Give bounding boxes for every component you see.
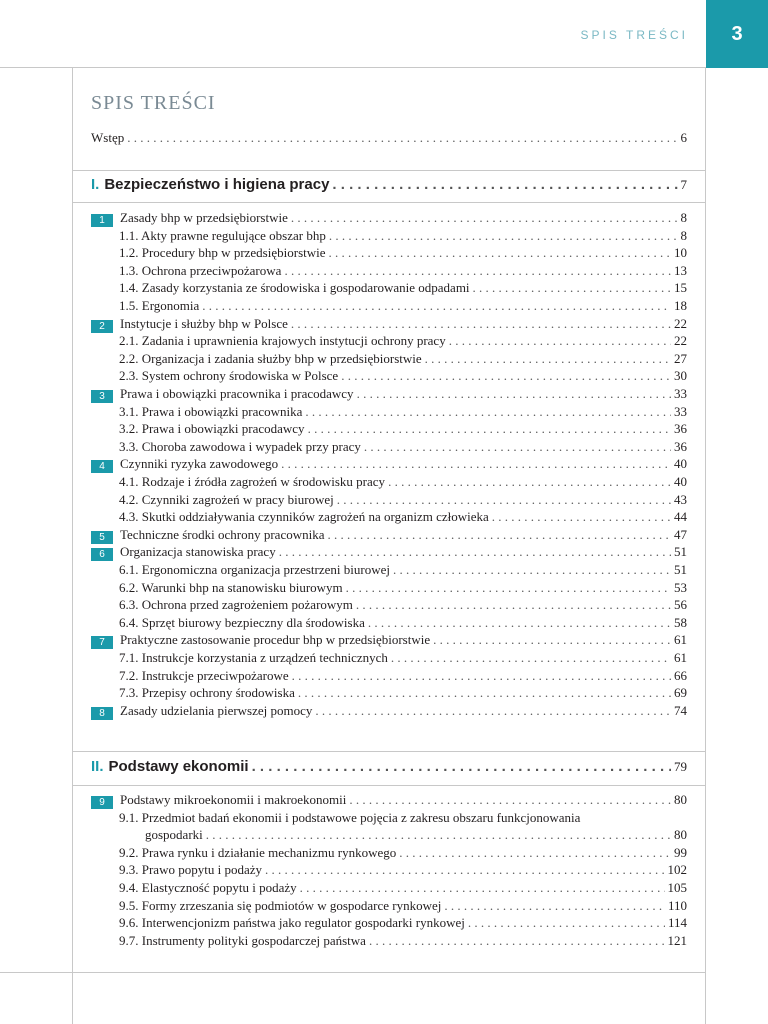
entry-title [119, 915, 465, 931]
entry-label: 2.2. Organizacja i zadania służby bhp w przedsiębiorstwie [119, 350, 422, 366]
dot-leader [329, 245, 671, 261]
entry-label: 9.4. Elastyczność popytu i podaży [119, 880, 297, 895]
page-ref: 79 [674, 759, 687, 774]
section-entry[interactable] [119, 880, 687, 896]
page-ref: 74 [674, 702, 687, 718]
entry-title [91, 176, 329, 193]
dot-leader [346, 580, 671, 596]
section-entry[interactable] [145, 827, 687, 843]
page-ref: 27 [674, 350, 687, 366]
page-ref: 18 [674, 298, 687, 313]
section-entry[interactable] [119, 562, 687, 578]
part-number: II. [91, 758, 104, 775]
entry-label: 9.1. Przedmiot badań ekonomii i podstawowe pojęcia z zakresu obszaru funkcjonowania [119, 809, 581, 825]
page-ref: 40 [674, 456, 687, 472]
entry-title [119, 862, 262, 878]
dot-leader [341, 368, 671, 384]
page-ref: 22 [674, 315, 687, 331]
entry-label: 1.1. Akty prawne regulujące obszar bhp [119, 227, 326, 243]
page-ref: 105 [667, 880, 687, 895]
page-ref: 6 [680, 130, 687, 145]
section-entry[interactable] [119, 280, 687, 296]
page-ref: 7 [680, 177, 687, 192]
entry-title [91, 632, 430, 648]
entry-title [91, 456, 278, 472]
entry-label: 9.2. Prawa rynku i działanie mechanizmu rynkowego [119, 844, 397, 860]
part-heading[interactable] [91, 758, 687, 775]
part-heading[interactable] [91, 176, 687, 193]
dot-leader [291, 210, 678, 226]
dot-leader [425, 351, 671, 367]
dot-leader [349, 792, 671, 808]
dot-leader [468, 915, 665, 931]
section-entry[interactable] [119, 333, 687, 349]
entry-title [119, 580, 343, 596]
part-1-bottom-rule [72, 202, 706, 203]
entry-title [119, 597, 353, 613]
entry-title [119, 421, 305, 437]
page-ref: 121 [667, 932, 687, 948]
entry-label: 4.1. Rodzaje i źródła zagrożeń w środowisku pracy [119, 474, 386, 489]
dot-leader [473, 280, 671, 296]
entry-title [119, 562, 390, 578]
page-ref: 40 [674, 474, 687, 489]
chapter-number-badge: 3 [91, 390, 113, 403]
entry-label: Czynniki ryzyka zawodowego [120, 456, 279, 472]
entry-label: 4.3. Skutki oddziaływania czynników zagrożeń na organizm człowieka [119, 509, 489, 525]
page-ref: 69 [674, 685, 687, 701]
dot-leader [292, 668, 671, 684]
dot-leader [444, 898, 665, 914]
part-number: I. [91, 176, 100, 193]
dot-leader [252, 758, 671, 775]
entry-title [119, 880, 297, 896]
chapter-number-badge: 8 [91, 707, 113, 720]
dot-leader [291, 316, 671, 332]
entry-title [119, 263, 281, 279]
entry-label: 7.1. Instrukcje korzystania z urządzeń technicznych [119, 650, 388, 665]
chapter-entry[interactable] [91, 527, 687, 543]
dot-leader [315, 703, 671, 719]
page-ref: 61 [674, 632, 687, 648]
chapter-entry[interactable] [91, 316, 687, 332]
chapter-number-badge: 4 [91, 460, 113, 473]
entry-title [91, 703, 312, 719]
entry-label: gospodarki [145, 827, 203, 843]
entry-title [119, 668, 289, 684]
section-entry[interactable] [119, 263, 687, 279]
dot-leader [305, 404, 671, 420]
toc-entry-intro[interactable] [91, 130, 687, 146]
page-ref: 102 [667, 862, 687, 878]
chapter-entry[interactable] [91, 456, 687, 472]
section-entry[interactable] [119, 351, 687, 367]
section-entry[interactable] [119, 421, 687, 437]
dot-leader [332, 176, 677, 193]
page-ref: 8 [680, 210, 687, 225]
dot-leader [393, 562, 671, 578]
page-ref: 33 [674, 386, 687, 401]
chapter-number-badge: 5 [91, 531, 113, 544]
dot-leader [298, 685, 671, 701]
entry-label: 3.3. Choroba zawodowa i wypadek przy pracy [119, 438, 361, 454]
entry-label: 2.1. Zadania i uprawnienia krajowych instytucji ochrony pracy [119, 333, 446, 349]
dot-leader [357, 386, 671, 402]
entry-label: Wstęp [91, 130, 125, 145]
page-ref: 44 [674, 509, 687, 525]
page-ref: 66 [674, 667, 687, 683]
dot-leader [337, 492, 671, 508]
footer-rule [0, 972, 706, 973]
dot-leader [265, 862, 665, 878]
part-2-top-rule [72, 751, 706, 752]
entry-title [119, 245, 326, 261]
page-ref: 13 [674, 262, 687, 278]
part-2-bottom-rule [72, 785, 706, 786]
entry-label: 9.6. Interwencjonizm państwa jako regulator gospodarki rynkowej [119, 915, 465, 931]
entry-title [91, 527, 324, 543]
entry-title [91, 792, 346, 808]
dot-leader [388, 474, 671, 490]
entry-title [119, 333, 446, 349]
page-ref: 61 [674, 650, 687, 665]
page-ref: 8 [680, 227, 687, 243]
section-entry[interactable] [119, 915, 687, 931]
entry-label: 1.3. Ochrona przeciwpożarowa [119, 262, 282, 278]
entry-label: 9.3. Prawo popytu i podaży [119, 862, 262, 878]
section-entry[interactable] [119, 898, 687, 914]
page-ref: 80 [674, 827, 687, 843]
entry-title [91, 386, 354, 402]
dot-leader [492, 509, 671, 525]
page-ref: 10 [674, 245, 687, 261]
entry-label: 7.3. Przepisy ochrony środowiska [119, 685, 295, 701]
page-ref: 99 [674, 844, 687, 860]
entry-title [119, 650, 388, 666]
section-entry[interactable] [119, 862, 687, 878]
entry-label: 1.2. Procedury bhp w przedsiębiorstwie [119, 245, 326, 261]
chapter-number-badge: 2 [91, 320, 113, 333]
entry-title [119, 898, 441, 914]
dot-leader [308, 421, 671, 437]
entry-label: 6.1. Ergonomiczna organizacja przestrzeni biurowej [119, 562, 390, 577]
dot-leader [284, 263, 671, 279]
page-ref: 36 [674, 421, 687, 437]
chapter-number-badge: 1 [91, 214, 113, 227]
entry-label: Zasady udzielania pierwszej pomocy [120, 702, 313, 718]
entry-label: 3.2. Prawa i obowiązki pracodawcy [119, 421, 305, 437]
entry-label: Organizacja stanowiska pracy [120, 544, 276, 560]
section-entry[interactable] [119, 615, 687, 631]
left-margin-rule [72, 68, 73, 1024]
entry-label: 4.2. Czynniki zagrożeń w pracy biurowej [119, 491, 334, 507]
dot-leader [202, 298, 671, 314]
entry-title [91, 544, 276, 560]
part-1-top-rule [72, 170, 706, 171]
part-title: Podstawy ekonomii [108, 758, 249, 775]
entry-label: 6.4. Sprzęt biurowy bezpieczny dla środowiska [119, 614, 365, 630]
entry-title [119, 685, 295, 701]
dot-leader [356, 597, 671, 613]
entry-title [119, 439, 361, 455]
dot-leader [281, 456, 671, 472]
section-entry[interactable] [119, 509, 687, 525]
entry-title [91, 130, 124, 146]
toc-title: SPIS TREŚCI [91, 92, 216, 114]
page-ref: 43 [674, 491, 687, 507]
entry-label: Instytucje i służby bhp w Polsce [120, 315, 288, 331]
entry-title [119, 474, 385, 490]
section-entry[interactable] [119, 298, 687, 314]
page-ref: 22 [674, 333, 687, 349]
page-ref: 33 [674, 403, 687, 419]
dot-leader [327, 527, 671, 543]
entry-label: Praktyczne zastosowanie procedur bhp w przedsiębiorstwie [120, 632, 431, 648]
page-ref: 51 [674, 562, 687, 577]
dot-leader [368, 615, 671, 631]
section-entry[interactable] [119, 474, 687, 490]
entry-label: Podstawy mikroekonomii i makroekonomii [120, 792, 347, 807]
entry-label: 1.5. Ergonomia [119, 298, 200, 313]
entry-label: 6.3. Ochrona przed zagrożeniem pożarowym [119, 597, 353, 613]
entry-label: 9.7. Instrumenty polityki gospodarczej państwa [119, 932, 366, 948]
section-entry[interactable] [119, 597, 687, 613]
page-ref: 80 [674, 792, 687, 807]
page-ref: 51 [674, 544, 687, 560]
entry-label: 6.2. Warunki bhp na stanowisku biurowym [119, 579, 343, 595]
section-entry[interactable] [119, 228, 687, 244]
page-ref: 53 [674, 579, 687, 595]
dot-leader [300, 880, 665, 896]
chapter-entry[interactable] [91, 632, 687, 648]
dot-leader [329, 228, 678, 244]
entry-title [119, 351, 422, 367]
page-ref: 36 [674, 438, 687, 454]
entry-title [119, 368, 338, 384]
right-margin-rule [705, 68, 706, 1024]
entry-title [91, 210, 288, 226]
dot-leader [127, 130, 677, 146]
entry-label: 2.3. System ochrony środowiska w Polsce [119, 368, 339, 384]
section-entry[interactable] [119, 933, 687, 949]
entry-title [119, 845, 396, 861]
page-ref: 58 [674, 614, 687, 630]
page-ref: 56 [674, 597, 687, 613]
page-number-tab [706, 0, 768, 68]
page-ref: 110 [667, 897, 687, 913]
dot-leader [433, 632, 671, 648]
entry-title [119, 298, 199, 314]
chapter-entry[interactable] [91, 544, 687, 560]
dot-leader [279, 544, 671, 560]
section-entry[interactable] [119, 404, 687, 420]
dot-leader [206, 827, 671, 843]
entry-title [91, 316, 288, 332]
entry-title [119, 280, 470, 296]
entry-title [119, 492, 334, 508]
page-ref: 15 [674, 280, 687, 296]
entry-label: 3.1. Prawa i obowiązki pracownika [119, 403, 303, 419]
entry-label: Prawa i obowiązki pracownika i pracodawcy [120, 386, 354, 401]
entry-label: Zasady bhp w przedsiębiorstwie [120, 210, 288, 225]
entry-title [119, 228, 326, 244]
section-entry-line1[interactable] [119, 810, 580, 826]
section-entry[interactable] [119, 245, 687, 261]
entry-label: 1.4. Zasady korzystania ze środowiska i gospodarowanie odpadami [119, 280, 470, 296]
page-ref: 114 [667, 915, 687, 931]
page-ref: 30 [674, 368, 687, 384]
header-rule [0, 67, 706, 68]
entry-title [119, 509, 489, 525]
entry-title [119, 615, 365, 631]
part-title: Bezpieczeństwo i higiena pracy [104, 176, 330, 193]
dot-leader [369, 933, 665, 949]
section-entry[interactable] [119, 492, 687, 508]
entry-label: 7.2. Instrukcje przeciwpożarowe [119, 667, 289, 683]
entry-title [145, 827, 203, 843]
chapter-number-badge: 7 [91, 636, 113, 649]
entry-title [119, 933, 366, 949]
section-entry[interactable] [119, 845, 687, 861]
section-entry[interactable] [119, 580, 687, 596]
entry-label: 9.5. Formy zrzeszania się podmiotów w gospodarce rynkowej [119, 897, 442, 913]
chapter-number-badge: 6 [91, 548, 113, 561]
section-entry[interactable] [119, 668, 687, 684]
entry-title [119, 404, 302, 420]
section-entry[interactable] [119, 439, 687, 455]
chapter-number-badge: 9 [91, 796, 113, 809]
page-ref: 47 [674, 526, 687, 542]
running-header: SPIS TREŚCI [580, 28, 688, 42]
chapter-entry[interactable] [91, 210, 687, 226]
chapter-entry[interactable] [91, 703, 687, 719]
dot-leader [364, 439, 671, 455]
entry-title [91, 758, 249, 775]
entry-label: Techniczne środki ochrony pracownika [120, 526, 325, 542]
section-entry[interactable] [119, 368, 687, 384]
dot-leader [449, 333, 671, 349]
chapter-entry[interactable] [91, 792, 687, 808]
page-number: 3 [731, 22, 743, 45]
dot-leader [391, 650, 671, 666]
section-entry[interactable] [119, 685, 687, 701]
chapter-entry[interactable] [91, 386, 687, 402]
section-entry[interactable] [119, 650, 687, 666]
dot-leader [399, 845, 671, 861]
